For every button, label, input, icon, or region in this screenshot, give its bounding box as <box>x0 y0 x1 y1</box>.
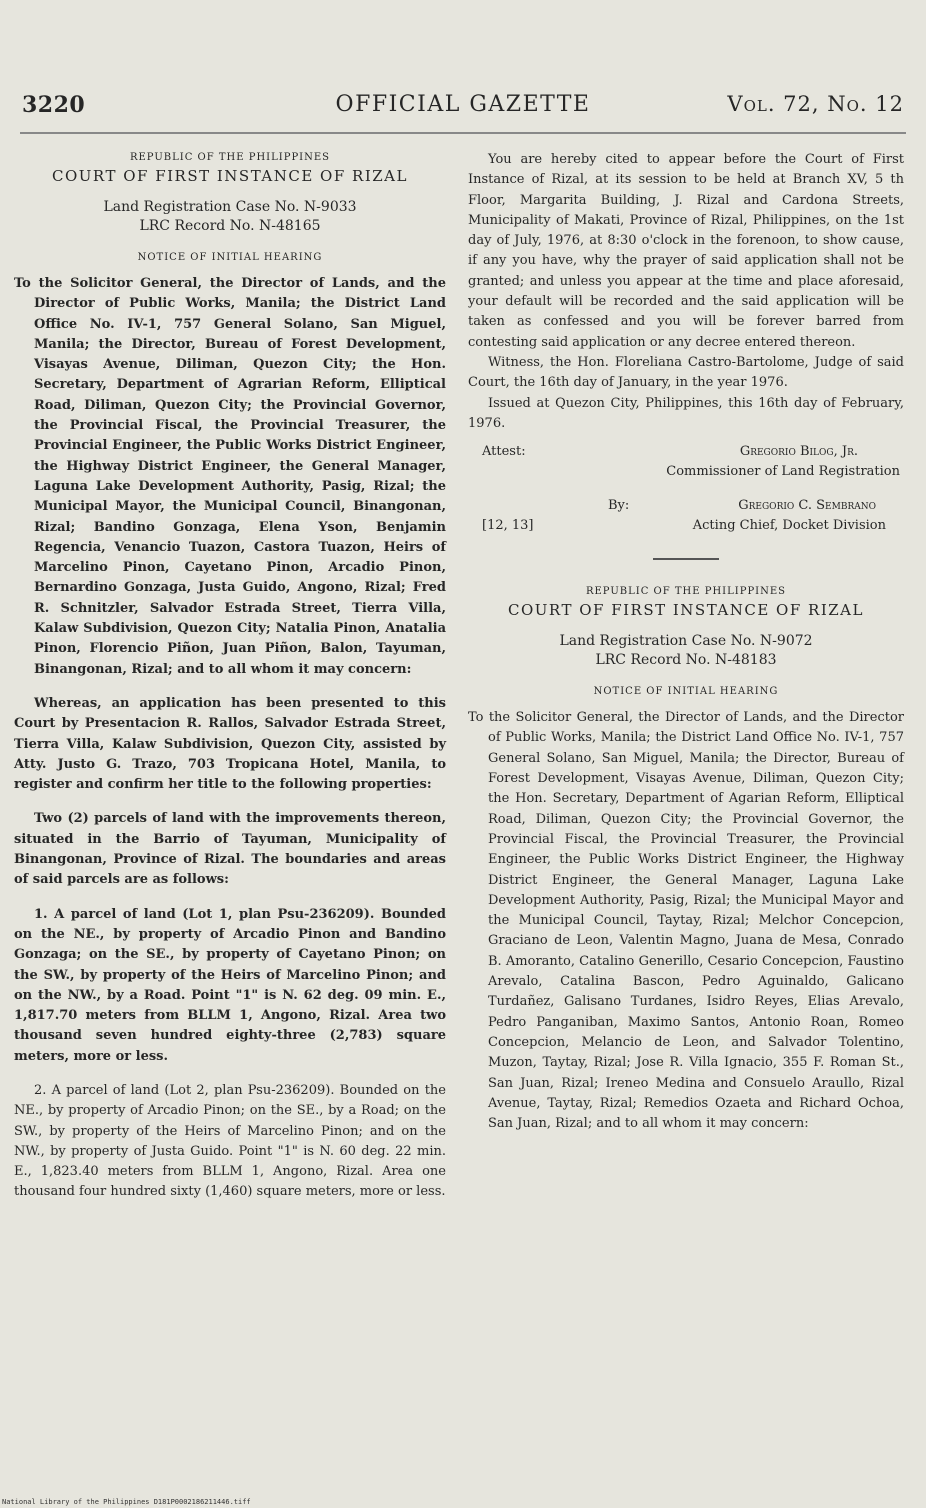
publication-title: OFFICIAL GAZETTE <box>335 92 591 117</box>
by-line <box>468 496 904 516</box>
issued-paragraph: Issued at Quezon City, Philippines, this 16th day of February, 1976. <box>468 395 904 431</box>
lrc-record: LRC Record No. N-48165 <box>139 218 321 234</box>
volume-number: Vol. 72, No. 12 <box>727 92 904 116</box>
header-rule <box>20 132 906 134</box>
by-title: Acting Chief, Docket Division <box>692 518 886 534</box>
by-name: Gregorio C. Sembrano <box>738 498 876 514</box>
case-number-2: Land Registration Case No. N-9072 <box>559 633 813 650</box>
addressee-block-2: To the Solicitor General, the Director of Lands, and the Director of Public Works, Manila; the District Land Office No. IV-1, 757 General Solano, San Miguel, Manila; the Director, Bureau of Forest Development, Visayas Avenue, Diliman, Quezon City; the Hon. Secretary, Department of Agarian Reform, Elliptical Road, Diliman, Quezon City; the Provincial Governor, the Provincial Fiscal, the Provincial Treasurer, the Provincial Engineer, the Public Works District Engineer, the Highway District Engineer, the General Manager, Laguna Lake Development Authority, Pasig, Rizal; the Municipal Mayor and the Municipal Council, Taytay, Rizal; Melchor Concepcion, Graciano de Leon, Valentin Magno, Juana de Mesa, Conrado B. Amoranto, Catalino Generillo, Cesario Concepcion, Faustino Arevalo, Catalina Bascon, Pedro Aguinaldo, Galicano Turdañez, Galisano Turdanes, Isidro Reyes, Elias Arevalo, Pedro Panganiban, Maximo Santos, Antonio Roan, Romeo Concepcion, Melancio de Leon, and Salvador Tolentino, Muzon, Taytay, Rizal; Jose R. Villa Ignacio, 355 F. Roman St., San Juan, Rizal; Ireneo Medina and Consuelo Araullo, Rizal Avenue, Taytay, Rizal; Remedios Ozaeta and Richard Ochoa, San Juan, Rizal; and to all whom it may concern: <box>468 710 904 1132</box>
lot-2-paragraph: 2. A parcel of land (Lot 2, plan Psu-236209). Bounded on the NE., by property of Arcadio Pinon; on the SE., by a Road; on the SW., by property of the Heirs of Marcelino Pinon; and on the NW., by property of Justa Guido. Point "1" is N. 60 deg. 22 min. E., 1,823.40 meters from BLLM 1, Angono, Rizal. Area one thousand four hundred sixty (1,460) square meters, more or less. <box>14 1082 446 1200</box>
by-label: By: <box>608 498 630 514</box>
republic-heading: REPUBLIC OF THE PHILIPPINES <box>129 152 331 163</box>
left-column <box>14 150 446 1203</box>
issue-reference: [12, 13] <box>482 518 534 534</box>
section-divider <box>653 558 719 560</box>
attest-label: Attest: <box>482 444 526 460</box>
notice-heading-2: NOTICE OF INITIAL HEARING <box>593 686 779 698</box>
attest-title: Commissioner of Land Registration <box>666 464 900 480</box>
right-column <box>468 150 904 1134</box>
lrc-record-2: LRC Record No. N-48183 <box>595 652 777 669</box>
attest-line <box>468 442 904 462</box>
page-number: 3220 <box>22 92 86 118</box>
page-header <box>0 92 926 126</box>
application-paragraph: Whereas, an application has been presented to this Court by Presentacion R. Rallos, Salvador Estrada Street, Tierra Villa, Kalaw Subdivision, Quezon City, assisted by Atty. Justo G. Trazo, 703 Tropicana Hotel, Manila, to register and confirm her title to the following properties: <box>14 695 446 793</box>
by-title-line <box>468 516 904 536</box>
citation-paragraph: You are hereby cited to appear before the Court of First Instance of Rizal, at its session to be held at Branch XV, 5 th Floor, Margarita Building, J. Rizal and Cardona Streets, Municipality of Makati, Province of Rizal, Philippines, on the 1st day of July, 1976, at 8:30 o'clock in the forenoon, to show cause, if any you have, why the prayer of said application shall not be granted; and unless you appear at the time and place aforesaid, your default will be recorded and the said application will be taken as confessed and you will be forever barred from contesting said application or any decree entered thereon. <box>468 152 904 350</box>
lot-1-paragraph: 1. A parcel of land (Lot 1, plan Psu-236209). Bounded on the NE., by property of Arcadio Pinon and Bandino Gonzaga; on the SE., by property of Cayetano Pinon; on the SW., by property of the Heirs of Marcelino Pinon; and on the NW., by a Road. Point "1" is N. 62 deg. 09 min. E., 1,817.70 meters from BLLM 1, Angono, Rizal. Area two thousand seven hundred eighty-three (2,783) square meters, more or less. <box>14 906 446 1064</box>
parcels-paragraph: Two (2) parcels of land with the improvements thereon, situated in the Barrio of Tayuman, Municipality of Binangonan, Province of Rizal. The boundaries and areas of said parcels are as follows: <box>14 811 446 888</box>
addressee-block: To the Solicitor General, the Director of Lands, and the Director of Public Works, Manila; the District Land Office No. IV-1, 757 General Solano, San Miguel, Manila; the Director, Bureau of Forest Development, Visayas Avenue, Diliman, Quezon City; the Hon. Secretary, Department of Agrarian Reform, Elliptical Road, Diliman, Quezon City; the Provincial Governor, the Provincial Fiscal, the Provincial Treasurer, the Provincial Engineer, the Public Works District Engineer, the Highway District Engineer, the General Manager, Laguna Lake Development Authority, Pasig, Rizal; the Municipal Mayor, the Municipal Council, Binangonan, Rizal; Bandino Gonzaga, Elena Yson, Benjamin Regencia, Venancio Tuazon, Castora Tuazon, Heirs of Marcelino Pinon, Cayetano Pinon, Arcadio Pinon, Bernardino Gonzaga, Justa Guido, Angono, Rizal; Fred R. Schnitzler, Salvador Estrada Street, Tierra Villa, Kalaw Subdivision, Quezon City; Natalia Pinon, Anatalia Pinon, Florencio Piñon, Juan Piñon, Balon, Tayuman, Binangonan, Rizal; and to all whom it may concern: <box>14 276 446 677</box>
witness-paragraph: Witness, the Hon. Floreliana Castro-Bartolome, Judge of said Court, the 16th day of January, in the year 1976. <box>468 354 904 391</box>
attest-name: Gregorio Bilog, Jr. <box>739 444 858 460</box>
court-heading-2: COURT OF FIRST INSTANCE OF RIZAL <box>508 601 864 620</box>
scan-footer: National Library of the Philippines D181P0002186211446.tiff <box>2 1498 251 1506</box>
case-number: Land Registration Case No. N-9033 <box>103 199 357 215</box>
court-heading: COURT OF FIRST INSTANCE OF RIZAL <box>52 167 408 185</box>
notice-heading: NOTICE OF INITIAL HEARING <box>137 252 323 263</box>
republic-heading-2: REPUBLIC OF THE PHILIPPINES <box>585 586 787 598</box>
attest-title-line <box>468 462 904 482</box>
